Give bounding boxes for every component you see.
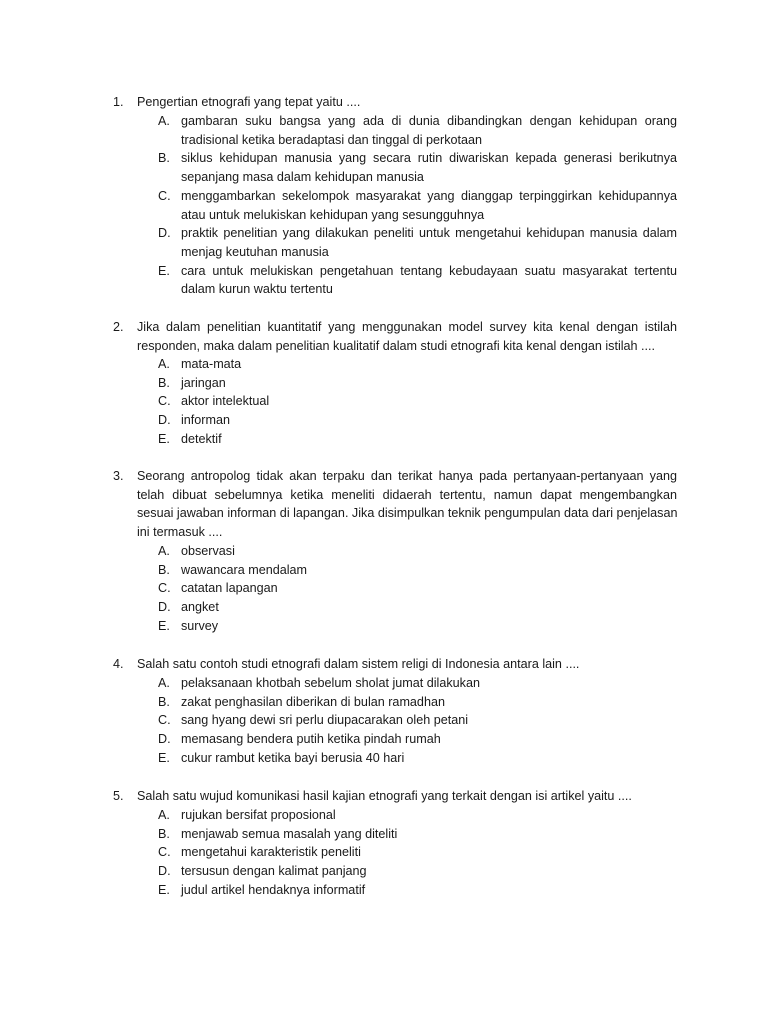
option-text-line: sang hyang dewi sri perlu diupacarakan oleh petani (181, 713, 469, 728)
option-letter: E. (158, 431, 170, 446)
option-e[interactable] (0, 430, 768, 449)
option-letter: B. (158, 562, 170, 577)
question-text (137, 467, 677, 542)
option-c[interactable] (0, 392, 768, 411)
option-c[interactable] (0, 579, 768, 598)
option-a[interactable] (0, 542, 768, 561)
option-letter: A. (158, 114, 170, 128)
question-number: 3. (113, 469, 124, 483)
question-number: 5. (113, 789, 124, 803)
option-letter: A. (158, 808, 170, 822)
option-text (181, 187, 677, 224)
option-d[interactable] (0, 730, 768, 749)
option-b[interactable] (0, 693, 768, 712)
question-text-line: Pengertian etnografi yang tepat yaitu .... (137, 95, 361, 109)
question-text (137, 787, 677, 806)
option-text-line: tersusun dengan kalimat panjang (181, 864, 367, 879)
option-text (181, 881, 677, 900)
option-letter: C. (158, 713, 171, 728)
option-c[interactable] (0, 711, 768, 730)
option-letter: E. (158, 263, 170, 278)
option-text (181, 392, 677, 411)
option-text (181, 730, 677, 749)
option-text-line: survey (181, 618, 219, 633)
question-text-line: telah dibuat sebelumnya ketika meneliti didaerah tertentu, namun dapat mengembangkan (137, 487, 677, 502)
option-text-line: judul artikel hendaknya informatif (181, 882, 366, 897)
option-c[interactable] (0, 187, 768, 224)
option-text (181, 355, 677, 374)
option-text (181, 711, 677, 730)
question-text-line: Salah satu contoh studi etnografi dalam sistem religi di Indonesia antara lain .... (137, 657, 580, 671)
option-text (181, 374, 677, 393)
option-text-line: gambaran suku bangsa yang ada di dunia dibandingkan dengan kehidupan orang (181, 114, 677, 128)
option-text (181, 674, 677, 693)
question-5-options (0, 806, 768, 900)
option-text-line: mata-mata (181, 357, 242, 371)
option-text (181, 411, 677, 430)
option-text (181, 561, 677, 580)
question-text-line: Seorang antropolog tidak akan terpaku dan terikat hanya pada pertanyaan-pertanyaan yang (137, 469, 677, 483)
option-text-line: rujukan bersifat proposional (181, 808, 336, 822)
option-e[interactable] (0, 262, 768, 299)
option-letter: E. (158, 750, 170, 765)
option-text-line: cara untuk melukiskan pengetahuan tentang kebudayaan suatu masyarakat tertentu (181, 263, 677, 278)
question-text (137, 655, 677, 674)
option-text-line: catatan lapangan (181, 581, 278, 596)
option-text-line: zakat penghasilan diberikan di bulan ramadhan (181, 694, 445, 709)
question-number: 2. (113, 320, 124, 334)
option-text (181, 430, 677, 449)
option-text-line: cukur rambut ketika bayi berusia 40 hari (181, 750, 405, 765)
option-e[interactable] (0, 881, 768, 900)
option-d[interactable] (0, 862, 768, 881)
option-d[interactable] (0, 411, 768, 430)
option-a[interactable] (0, 674, 768, 693)
option-text-line: siklus kehidupan manusia yang secara rutin diwariskan kepada generasi berikutnya (181, 151, 677, 166)
option-text (181, 749, 677, 768)
question-text-line: ini termasuk .... (137, 525, 223, 540)
option-letter: C. (158, 394, 171, 409)
option-d[interactable] (0, 598, 768, 617)
option-letter: D. (158, 600, 171, 615)
question-text-line: Salah satu wujud komunikasi hasil kajian etnografi yang terkait dengan isi artikel yaitu .... (137, 789, 632, 803)
option-text (181, 262, 677, 299)
option-text (181, 149, 677, 186)
option-text-line: observasi (181, 544, 235, 558)
option-b[interactable] (0, 561, 768, 580)
option-text-line: pelaksanaan khotbah sebelum sholat jumat dilakukan (181, 676, 480, 690)
option-text-line: memasang bendera putih ketika pindah rumah (181, 732, 441, 747)
option-letter: C. (158, 581, 171, 596)
option-letter: B. (158, 826, 170, 841)
option-text-line: mengetahui karakteristik peneliti (181, 845, 361, 860)
option-text (181, 862, 677, 881)
option-text-line: atau untuk melukiskan kehidupan yang sesungguhnya (181, 207, 485, 222)
option-letter: B. (158, 151, 170, 166)
option-text-line: praktik penelitian yang dilakukan peneliti untuk mengetahui kehidupan manusia dalam (181, 226, 677, 241)
option-text (181, 843, 677, 862)
option-e[interactable] (0, 749, 768, 768)
option-text-line: tradisional ketika beradaptasi dan tinggal di perkotaan (181, 132, 483, 147)
question-number: 1. (113, 95, 124, 109)
option-text-line: dalam kurun waktu tertentu (181, 282, 333, 297)
option-text-line: menggambarkan sekelompok masyarakat yang dianggap terpinggirkan kehidupannya (181, 188, 677, 203)
option-text (181, 224, 677, 261)
option-text (181, 693, 677, 712)
option-e[interactable] (0, 617, 768, 636)
option-b[interactable] (0, 374, 768, 393)
question-3-options (0, 542, 768, 636)
option-a[interactable] (0, 355, 768, 374)
option-letter: E. (158, 882, 170, 897)
option-a[interactable] (0, 112, 768, 149)
option-text (181, 542, 677, 561)
option-text (181, 825, 677, 844)
question-2-options (0, 355, 768, 449)
question-text (137, 318, 677, 355)
option-letter: D. (158, 732, 171, 747)
option-letter: E. (158, 618, 170, 633)
option-text-line: menjag keutuhan manusia (181, 244, 329, 259)
option-text-line: sepanjang masa dalam kehidupan manusia (181, 170, 424, 185)
question-text-line: sesuai jawaban informan di lapangan. Jika disimpulkan teknik pengumpulan data dari penjelasan (137, 506, 678, 521)
option-letter: D. (158, 864, 171, 879)
option-text-line: informan (181, 413, 230, 428)
option-text-line: angket (181, 600, 219, 615)
question-number: 4. (113, 657, 124, 671)
option-d[interactable] (0, 224, 768, 261)
option-text-line: jaringan (181, 375, 226, 390)
option-letter: C. (158, 845, 171, 860)
option-letter: C. (158, 188, 171, 203)
option-b[interactable] (0, 149, 768, 186)
option-letter: D. (158, 226, 171, 241)
question-text-line: Jika dalam penelitian kuantitatif yang menggunakan model survey kita kenal dengan istilah (137, 320, 677, 334)
option-c[interactable] (0, 843, 768, 862)
option-text (181, 806, 677, 825)
option-letter: D. (158, 413, 171, 428)
option-text-line: detektif (181, 431, 222, 446)
option-text (181, 112, 677, 149)
option-letter: A. (158, 544, 170, 558)
option-letter: A. (158, 357, 170, 371)
option-text-line: menjawab semua masalah yang diteliti (181, 826, 398, 841)
option-a[interactable] (0, 806, 768, 825)
option-text (181, 598, 677, 617)
question-4-options (0, 674, 768, 768)
option-text-line: wawancara mendalam (181, 562, 307, 577)
option-letter: B. (158, 694, 170, 709)
option-letter: A. (158, 676, 170, 690)
question-text (137, 93, 677, 112)
option-text (181, 617, 677, 636)
option-letter: B. (158, 375, 170, 390)
option-b[interactable] (0, 825, 768, 844)
option-text (181, 579, 677, 598)
question-1-options (0, 112, 768, 299)
option-text-line: aktor intelektual (181, 394, 270, 409)
question-text-line: responden, maka dalam penelitian kualitatif dalam studi etnografi kita kenal dengan istilah .... (137, 338, 656, 353)
